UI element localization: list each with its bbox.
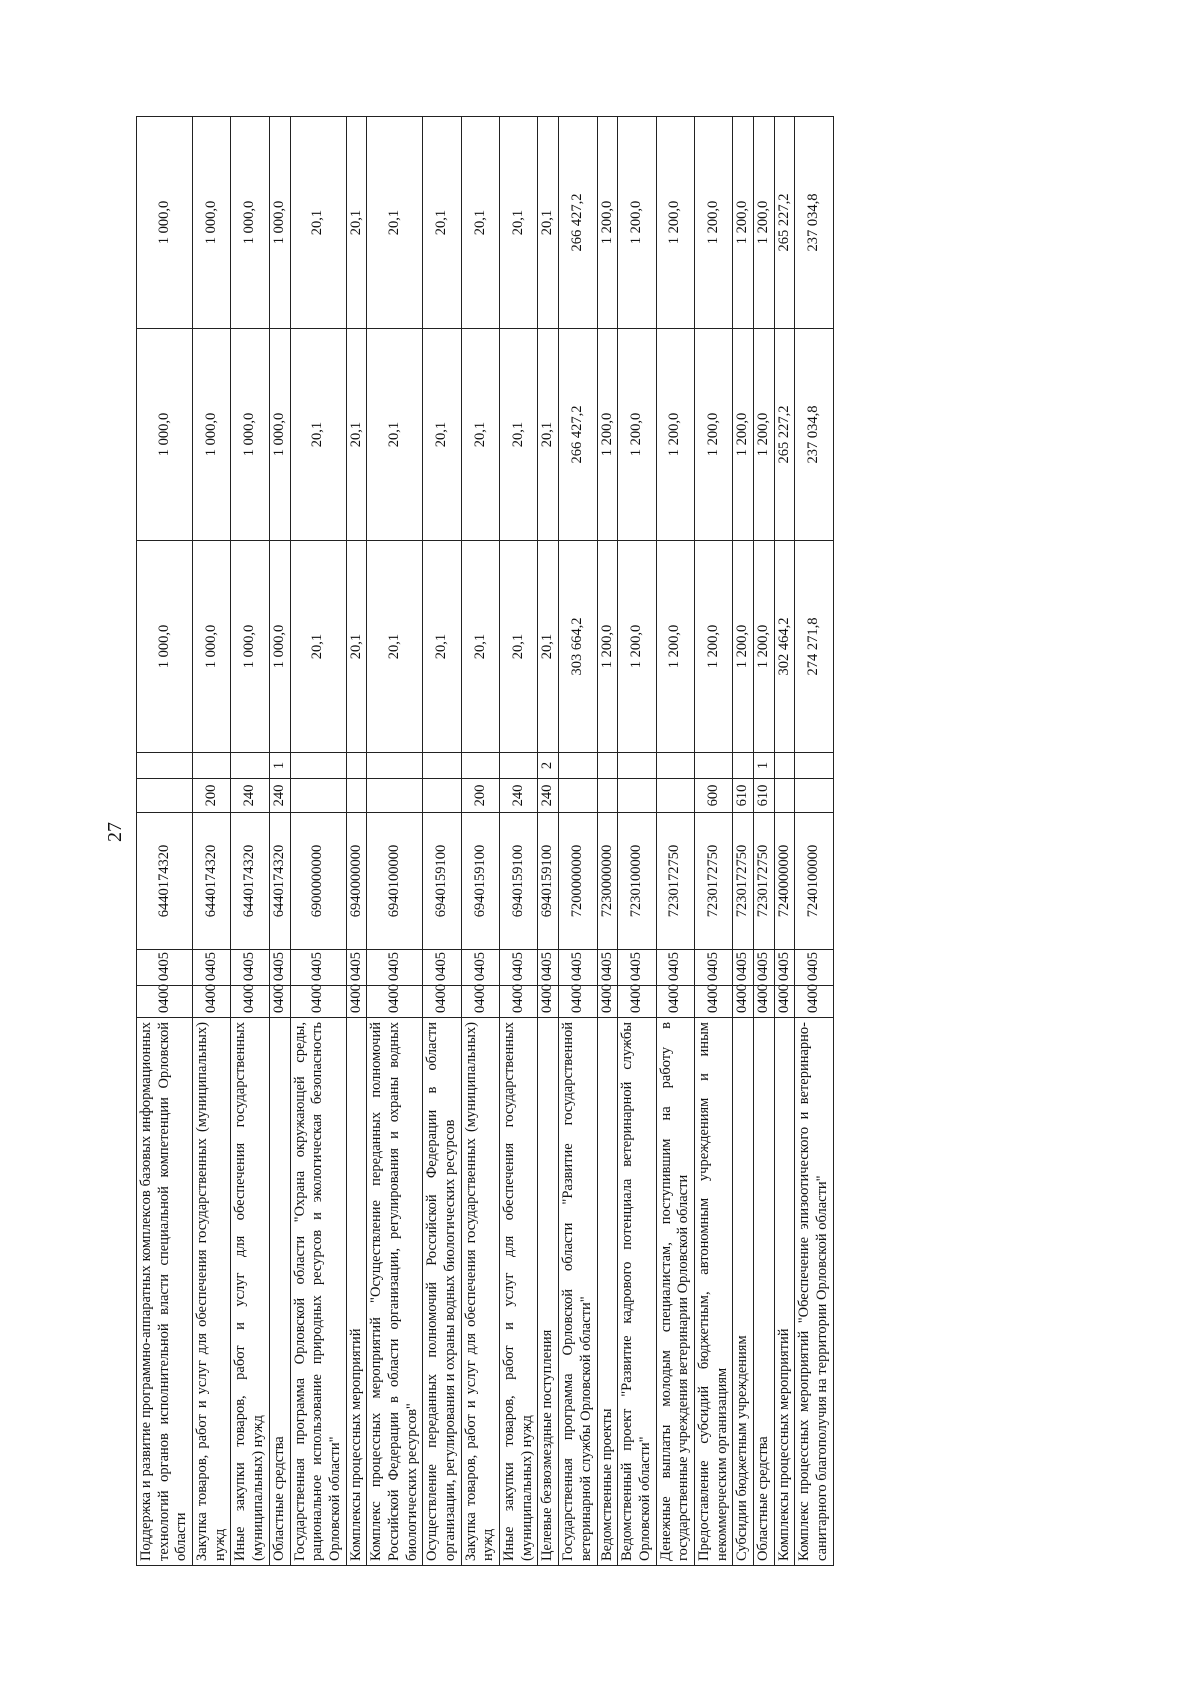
source-code [795,753,833,779]
rotated-table-container [136,116,966,1566]
amount-col-3: 20,1 [290,117,346,329]
target-article-code: 7230000000 [597,813,618,950]
source-code [733,753,754,779]
amount-col-3: 20,1 [346,117,367,329]
section-code: 0400 [367,986,423,1018]
amount-col-2: 1 000,0 [137,329,193,541]
table-row [461,117,499,1566]
amount-col-1: 1 000,0 [137,541,193,753]
row-name: Иные закупки товаров, работ и услуг для обеспечения государственных (муниципальных) нужд [500,1018,538,1566]
amount-col-2: 20,1 [538,329,559,541]
table-row [137,117,193,1566]
source-code [137,753,193,779]
subsection-code: 0405 [137,950,193,986]
source-code: 1 [269,753,290,779]
amount-col-3: 20,1 [367,117,423,329]
amount-col-1: 1 200,0 [754,541,775,753]
row-name: Комплекс процессных мероприятий "Обеспечение эпизоотического и ветеринарно-санитарного благополучия на территории Орловской области" [795,1018,833,1566]
section-code: 0400 [733,986,754,1018]
expense-type-code: 200 [193,779,231,813]
subsection-code: 0405 [656,950,694,986]
amount-col-3: 1 200,0 [733,117,754,329]
amount-col-3: 1 200,0 [694,117,732,329]
amount-col-2: 1 000,0 [231,329,269,541]
amount-col-2: 1 200,0 [656,329,694,541]
row-name: Осуществление переданных полномочий Российской Федерации в области организации, регулирования и охраны водных биологических ресурсов [423,1018,461,1566]
amount-col-1: 1 000,0 [193,541,231,753]
expense-type-code [137,779,193,813]
amount-col-2: 1 200,0 [597,329,618,541]
section-code: 0400 [618,986,656,1018]
expense-type-code [559,779,597,813]
amount-col-3: 1 200,0 [754,117,775,329]
row-name: Субсидии бюджетным учреждениям [733,1018,754,1566]
source-code [656,753,694,779]
amount-col-2: 20,1 [367,329,423,541]
row-name: Государственная программа Орловской области "Охрана окружающей среды, рациональное использование природных ресурсов и экологическая безопасность Орловской области" [290,1018,346,1566]
table-body [137,117,834,1566]
source-code [559,753,597,779]
amount-col-3: 1 200,0 [597,117,618,329]
amount-col-2: 20,1 [500,329,538,541]
target-article-code: 7240100000 [795,813,833,950]
source-code [597,753,618,779]
subsection-code: 0405 [597,950,618,986]
amount-col-1: 303 664,2 [559,541,597,753]
amount-col-3: 1 000,0 [231,117,269,329]
amount-col-3: 265 227,2 [774,117,795,329]
source-code [774,753,795,779]
section-code: 0400 [597,986,618,1018]
target-article-code: 7200000000 [559,813,597,950]
amount-col-3: 1 000,0 [137,117,193,329]
source-code [367,753,423,779]
subsection-code: 0405 [618,950,656,986]
target-article-code: 7230100000 [618,813,656,950]
budget-table [136,116,834,1566]
amount-col-2: 1 200,0 [694,329,732,541]
subsection-code: 0405 [269,950,290,986]
section-code: 0400 [795,986,833,1018]
row-name: Целевые безвозмездные поступления [538,1018,559,1566]
amount-col-3: 1 200,0 [656,117,694,329]
table-row [559,117,597,1566]
expense-type-code [367,779,423,813]
row-name: Государственная программа Орловской области "Развитие государственной ветеринарной службы Орловской области" [559,1018,597,1566]
amount-col-2: 20,1 [423,329,461,541]
source-code [423,753,461,779]
row-name: Закупка товаров, работ и услуг для обеспечения государственных (муниципальных) нужд [193,1018,231,1566]
row-name: Областные средства [754,1018,775,1566]
amount-col-1: 20,1 [500,541,538,753]
source-code [461,753,499,779]
amount-col-3: 20,1 [461,117,499,329]
table-row [346,117,367,1566]
amount-col-3: 20,1 [423,117,461,329]
section-code: 0400 [774,986,795,1018]
table-row [656,117,694,1566]
amount-col-1: 20,1 [290,541,346,753]
subsection-code: 0405 [500,950,538,986]
expense-type-code: 200 [461,779,499,813]
amount-col-2: 20,1 [290,329,346,541]
subsection-code: 0405 [193,950,231,986]
target-article-code: 6940159100 [423,813,461,950]
section-code: 0400 [500,986,538,1018]
table-row [367,117,423,1566]
section-code: 0400 [423,986,461,1018]
expense-type-code: 240 [538,779,559,813]
amount-col-2: 265 227,2 [774,329,795,541]
page-number: 27 [104,822,126,842]
subsection-code: 0405 [346,950,367,986]
section-code: 0400 [290,986,346,1018]
section-code: 0400 [559,986,597,1018]
amount-col-1: 274 271,8 [795,541,833,753]
expense-type-code [795,779,833,813]
source-code [618,753,656,779]
target-article-code: 6940100000 [367,813,423,950]
section-code: 0400 [754,986,775,1018]
table-row [754,117,775,1566]
target-article-code: 6440174320 [231,813,269,950]
amount-col-3: 1 200,0 [618,117,656,329]
amount-col-1: 20,1 [423,541,461,753]
row-name: Комплекс процессных мероприятий "Осуществление переданных полномочий Российской Федерации в области организации, регулирования и охраны водных биологических ресурсов" [367,1018,423,1566]
amount-col-1: 20,1 [461,541,499,753]
expense-type-code: 600 [694,779,732,813]
target-article-code: 6940159100 [500,813,538,950]
expense-type-code [656,779,694,813]
subsection-code: 0405 [733,950,754,986]
section-code: 0400 [461,986,499,1018]
row-name: Поддержка и развитие программно-аппаратных комплексов базовых информационных технологий органов исполнительной власти специальной компетенции Орловской области [137,1018,193,1566]
table-row [193,117,231,1566]
subsection-code: 0405 [795,950,833,986]
row-name: Предоставление субсидий бюджетным, автономным учреждениям и иным некоммерческим организациям [694,1018,732,1566]
section-code: 0400 [137,986,193,1018]
expense-type-code: 240 [500,779,538,813]
source-code [290,753,346,779]
subsection-code: 0405 [461,950,499,986]
source-code [694,753,732,779]
amount-col-1: 1 200,0 [694,541,732,753]
expense-type-code [290,779,346,813]
expense-type-code: 610 [733,779,754,813]
table-row [774,117,795,1566]
subsection-code: 0405 [559,950,597,986]
expense-type-code [597,779,618,813]
row-name: Закупка товаров, работ и услуг для обеспечения государственных (муниципальных) нужд [461,1018,499,1566]
subsection-code: 0405 [290,950,346,986]
row-name: Комплексы процессных мероприятий [346,1018,367,1566]
row-name: Комплексы процессных мероприятий [774,1018,795,1566]
target-article-code: 6900000000 [290,813,346,950]
source-code: 1 [754,753,775,779]
amount-col-2: 1 000,0 [269,329,290,541]
amount-col-1: 20,1 [538,541,559,753]
table-row [269,117,290,1566]
table-row [694,117,732,1566]
target-article-code: 7240000000 [774,813,795,950]
amount-col-3: 1 000,0 [193,117,231,329]
table-row [795,117,833,1566]
subsection-code: 0405 [694,950,732,986]
target-article-code: 7230172750 [694,813,732,950]
amount-col-2: 237 034,8 [795,329,833,541]
expense-type-code [346,779,367,813]
subsection-code: 0405 [423,950,461,986]
amount-col-2: 20,1 [346,329,367,541]
target-article-code: 6940000000 [346,813,367,950]
amount-col-1: 20,1 [367,541,423,753]
expense-type-code: 240 [231,779,269,813]
row-name: Иные закупки товаров, работ и услуг для обеспечения государственных (муниципальных) нужд [231,1018,269,1566]
target-article-code: 7230172750 [656,813,694,950]
section-code: 0400 [346,986,367,1018]
amount-col-1: 20,1 [346,541,367,753]
expense-type-code: 240 [269,779,290,813]
table-row [290,117,346,1566]
amount-col-1: 1 200,0 [618,541,656,753]
section-code: 0400 [538,986,559,1018]
amount-col-3: 237 034,8 [795,117,833,329]
amount-col-1: 1 000,0 [269,541,290,753]
expense-type-code: 610 [754,779,775,813]
table-row [733,117,754,1566]
source-code [231,753,269,779]
target-article-code: 7230172750 [754,813,775,950]
amount-col-3: 266 427,2 [559,117,597,329]
amount-col-1: 302 464,2 [774,541,795,753]
target-article-code: 6440174320 [137,813,193,950]
amount-col-2: 1 000,0 [193,329,231,541]
expense-type-code [423,779,461,813]
row-name: Областные средства [269,1018,290,1566]
section-code: 0400 [193,986,231,1018]
target-article-code: 6440174320 [269,813,290,950]
section-code: 0400 [231,986,269,1018]
target-article-code: 7230172750 [733,813,754,950]
source-code [346,753,367,779]
expense-type-code [774,779,795,813]
subsection-code: 0405 [754,950,775,986]
table-row [500,117,538,1566]
amount-col-2: 266 427,2 [559,329,597,541]
section-code: 0400 [694,986,732,1018]
amount-col-3: 1 000,0 [269,117,290,329]
table-row [231,117,269,1566]
section-code: 0400 [656,986,694,1018]
expense-type-code [618,779,656,813]
amount-col-1: 1 000,0 [231,541,269,753]
row-name: Денежные выплаты молодым специалистам, поступившим на работу в государственные учреждения ветеринарии Орловской области [656,1018,694,1566]
subsection-code: 0405 [538,950,559,986]
amount-col-1: 1 200,0 [656,541,694,753]
target-article-code: 6940159100 [461,813,499,950]
amount-col-2: 1 200,0 [733,329,754,541]
source-code [193,753,231,779]
amount-col-2: 20,1 [461,329,499,541]
table-row [538,117,559,1566]
row-name: Ведомственный проект "Развитие кадрового потенциала ветеринарной службы Орловской области" [618,1018,656,1566]
amount-col-3: 20,1 [500,117,538,329]
subsection-code: 0405 [774,950,795,986]
amount-col-1: 1 200,0 [733,541,754,753]
amount-col-2: 1 200,0 [754,329,775,541]
table-row [597,117,618,1566]
target-article-code: 6440174320 [193,813,231,950]
source-code: 2 [538,753,559,779]
table-row [423,117,461,1566]
subsection-code: 0405 [367,950,423,986]
amount-col-3: 20,1 [538,117,559,329]
target-article-code: 6940159100 [538,813,559,950]
subsection-code: 0405 [231,950,269,986]
source-code [500,753,538,779]
amount-col-1: 1 200,0 [597,541,618,753]
amount-col-2: 1 200,0 [618,329,656,541]
table-row [618,117,656,1566]
row-name: Ведомственные проекты [597,1018,618,1566]
section-code: 0400 [269,986,290,1018]
